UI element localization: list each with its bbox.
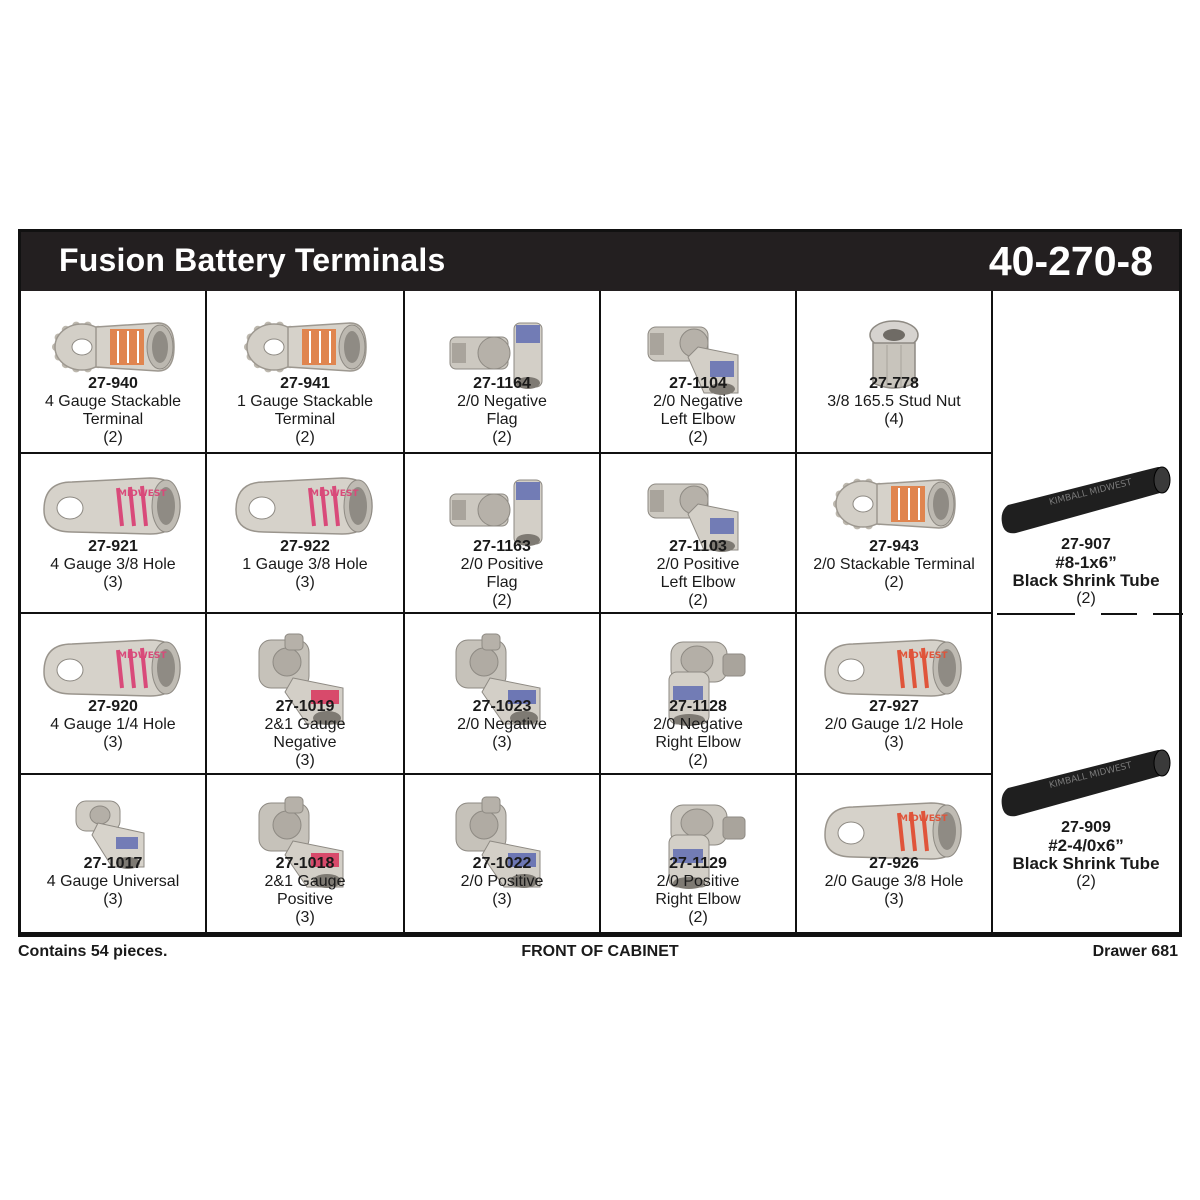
part-description: #2-4/0x6” Black Shrink Tube [1012,836,1160,873]
part-description: 1 Gauge Stackable Terminal [236,393,374,428]
part-quantity: (2) [688,592,708,609]
part-description: 2/0 Positive Right Elbow [655,873,741,908]
part-quantity: (3) [295,574,315,591]
part-description: 2/0 Stackable Terminal [813,556,975,573]
part-info [797,375,991,429]
part-quantity: (2) [688,752,708,769]
part-description: 4 Gauge 1/4 Hole [50,716,176,733]
part-description: 4 Gauge Universal [46,873,180,890]
part-info [601,855,795,927]
part-quantity: (2) [1076,873,1096,890]
part-quantity: (3) [295,752,315,769]
part-cell [405,291,601,454]
shrink-tube-cell [993,614,1179,934]
part-cell [797,291,993,454]
part-number: 27-1163 [473,538,531,555]
part-quantity: (3) [103,574,123,591]
part-cell [207,291,405,454]
part-cell [601,291,797,454]
part-description: 2/0 Negative Right Elbow [653,716,743,751]
part-description: 2&1 Gauge Positive [264,873,346,908]
part-quantity: (2) [688,909,708,926]
part-quantity: (3) [103,891,123,908]
part-info [207,855,403,927]
part-quantity: (2) [884,574,904,591]
ring-lug-pink-icon [230,470,380,547]
drawer-number: Drawer 681 [1092,943,1178,960]
part-cell [21,291,207,454]
part-info [601,375,795,447]
part-description: 2/0 Positive Flag [460,556,544,591]
dashed-divider [1045,613,1075,615]
part-number: 27-909 [1061,819,1111,836]
part-info [797,698,991,752]
part-number: 27-778 [869,375,919,392]
dashed-divider [1153,613,1183,615]
part-cell [797,775,993,934]
part-description: 2/0 Positive [460,873,544,890]
tube-print: KIMBALL MIDWEST [1048,760,1133,791]
part-info [21,698,205,752]
part-description: #8-1x6” Black Shrink Tube [1012,553,1160,590]
part-number: 27-920 [88,698,138,715]
part-quantity: (2) [295,429,315,446]
part-number: 27-941 [280,375,330,392]
part-cell [21,454,207,614]
part-number: 27-1164 [473,375,531,392]
part-description: 2/0 Negative [457,716,547,733]
part-description: 1 Gauge 3/8 Hole [242,556,368,573]
part-number: 27-926 [869,855,919,872]
part-info [405,375,599,447]
part-cell [405,775,601,934]
part-info [21,375,205,447]
part-cell [601,614,797,775]
part-quantity: (4) [884,411,904,428]
shrink-tube-cell [993,291,1179,614]
part-description: 4 Gauge 3/8 Hole [50,556,176,573]
part-number: 27-943 [869,538,919,555]
part-description: 2/0 Positive Left Elbow [656,556,740,591]
dashed-divider [997,613,1045,615]
part-number: 27-1023 [472,698,532,715]
part-info [405,538,599,610]
part-quantity: (2) [492,592,512,609]
part-description: 2&1 Gauge Negative [264,716,346,751]
kit-number: 40-270-8 [988,238,1153,284]
svg-text:MIDWEST: MIDWEST [118,651,167,661]
svg-text:MIDWEST: MIDWEST [899,814,948,824]
part-info [405,698,599,752]
part-cell [601,454,797,614]
part-info [993,536,1179,608]
part-quantity: (2) [688,429,708,446]
part-cell [21,614,207,775]
dashed-divider [1101,613,1137,615]
part-number: 27-1018 [275,855,335,872]
part-number: 27-1017 [83,855,143,872]
shrink-tube-icon [998,744,1174,827]
part-info [21,855,205,909]
shrink-tube-icon [998,461,1174,544]
part-info [797,855,991,909]
part-cell [207,614,405,775]
part-quantity: (2) [103,429,123,446]
part-quantity: (3) [103,734,123,751]
part-info [993,819,1179,891]
part-description: 2/0 Negative Flag [457,393,547,428]
part-info [405,855,599,909]
part-number: 27-921 [88,538,138,555]
part-info [601,698,795,770]
part-quantity: (3) [884,734,904,751]
part-cell [405,614,601,775]
part-description: 4 Gauge Stackable Terminal [44,393,182,428]
page-title: Fusion Battery Terminals [59,242,446,278]
cabinet-front-label: FRONT OF CABINET [521,943,679,960]
part-number: 27-922 [280,538,330,555]
part-info [797,538,991,592]
part-number: 27-1128 [669,698,727,715]
part-info [207,698,403,770]
part-quantity: (3) [295,909,315,926]
part-number: 27-1104 [669,375,727,392]
part-quantity: (3) [492,891,512,908]
part-number: 27-1129 [669,855,727,872]
piece-count: Contains 54 pieces. [18,943,168,960]
part-info [207,538,403,592]
part-cell [207,454,405,614]
part-quantity: (2) [492,429,512,446]
drawer-label-panel [18,229,1182,937]
part-cell [601,775,797,934]
part-description: 2/0 Negative Left Elbow [653,393,743,428]
part-description: 2/0 Gauge 1/2 Hole [824,716,964,733]
part-cell [207,775,405,934]
part-cell [797,614,993,775]
part-info [207,375,403,447]
svg-text:MIDWEST: MIDWEST [899,651,948,661]
part-quantity: (3) [884,891,904,908]
part-cell [21,775,207,934]
svg-text:MIDWEST: MIDWEST [118,489,167,499]
part-number: 27-927 [869,698,919,715]
part-number: 27-907 [1061,536,1111,553]
ring-lug-pink-icon [38,470,188,547]
part-description: 2/0 Gauge 3/8 Hole [824,873,964,890]
part-number: 27-940 [88,375,138,392]
part-quantity: (2) [1076,590,1096,607]
part-number: 27-1019 [275,698,335,715]
header-bar [21,232,1179,291]
svg-text:MIDWEST: MIDWEST [310,489,359,499]
part-quantity: (3) [492,734,512,751]
part-cell [797,454,993,614]
stackable-lug-orange-icon [829,470,959,543]
part-cell [405,454,601,614]
parts-grid [21,291,1179,934]
part-info [21,538,205,592]
part-number: 27-1022 [472,855,532,872]
part-info [601,538,795,610]
part-description: 3/8 165.5 Stud Nut [827,393,961,410]
tube-print: KIMBALL MIDWEST [1048,477,1133,508]
part-number: 27-1103 [669,538,727,555]
